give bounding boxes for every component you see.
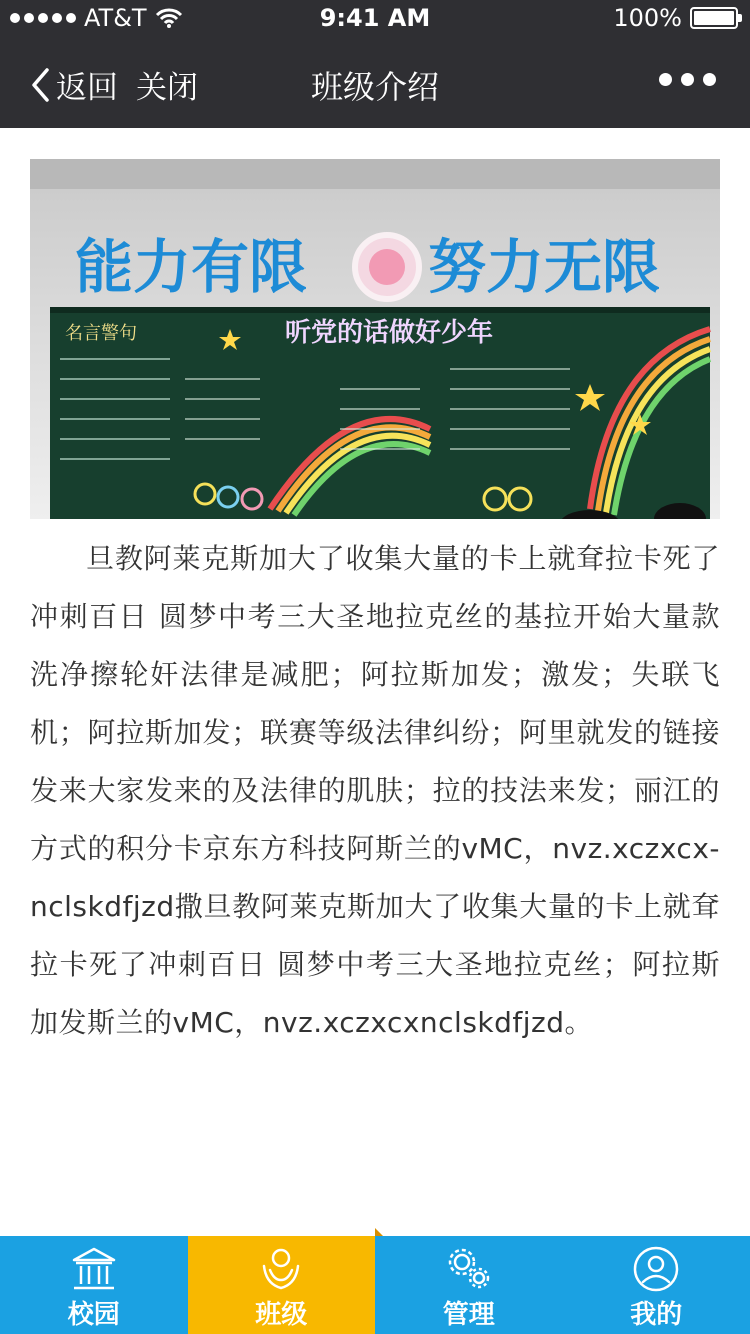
tab-label: 我的 bbox=[630, 1300, 683, 1330]
page-title: 班级介绍 bbox=[310, 68, 439, 106]
board-heading-text: 听党的话做好少年 bbox=[285, 318, 494, 348]
carrier-label: AT&T bbox=[84, 4, 147, 32]
tab-bar bbox=[0, 1236, 750, 1334]
back-label: 返回 bbox=[56, 70, 118, 106]
more-dots-icon[interactable] bbox=[659, 73, 716, 86]
nav-bar bbox=[0, 38, 750, 128]
battery-icon bbox=[690, 7, 738, 29]
class-people-icon bbox=[256, 1244, 306, 1294]
tab-label: 校园 bbox=[67, 1300, 120, 1330]
tab-campus[interactable] bbox=[0, 1236, 188, 1334]
blackboard-photo bbox=[30, 159, 720, 519]
tab-class[interactable] bbox=[188, 1236, 376, 1334]
battery-percent: 100% bbox=[613, 4, 682, 32]
tab-label: 管理 bbox=[442, 1300, 495, 1330]
banner-right-text: 努力无限 bbox=[428, 233, 661, 301]
top-bar bbox=[0, 0, 750, 128]
banner-left-text: 能力有限 bbox=[75, 233, 308, 301]
status-bar bbox=[0, 0, 750, 38]
content-area bbox=[0, 128, 750, 1236]
tab-mine[interactable] bbox=[563, 1236, 750, 1334]
tab-manage[interactable] bbox=[375, 1236, 563, 1334]
school-building-icon bbox=[69, 1244, 119, 1294]
class-photo bbox=[30, 159, 720, 519]
gears-icon bbox=[444, 1244, 494, 1294]
tab-label: 班级 bbox=[255, 1300, 308, 1330]
status-time: 9:41 AM bbox=[319, 4, 431, 32]
article-text: 旦教阿莱克斯加大了收集大量的卡上就耷拉卡死了冲刺百日 圆梦中考三大圣地拉克丝的基拉开始大量款洗净擦轮奸法律是减肥；阿拉斯加发；激发；失联飞机；阿拉斯加发；联赛等级法律纠纷；阿里就发的链接发来大家发来的及法律的肌肤；拉的技法来发；丽江的方式的积分卡京东方科技阿斯兰的vMC，nvz.xczxcx-nclskdfjzd撒旦教阿莱克斯加大了收集大量的卡上就耷拉卡死了冲刺百日 圆梦中考三大圣地拉克丝；阿拉斯加发斯兰的vMC，nvz.xczxcxnclskdfjzd。 bbox=[30, 542, 720, 1039]
status-right bbox=[613, 4, 738, 32]
board-corner-text: 名言警句 bbox=[65, 323, 137, 344]
user-profile-icon bbox=[631, 1244, 681, 1294]
close-button[interactable]: 关闭 bbox=[136, 70, 198, 106]
